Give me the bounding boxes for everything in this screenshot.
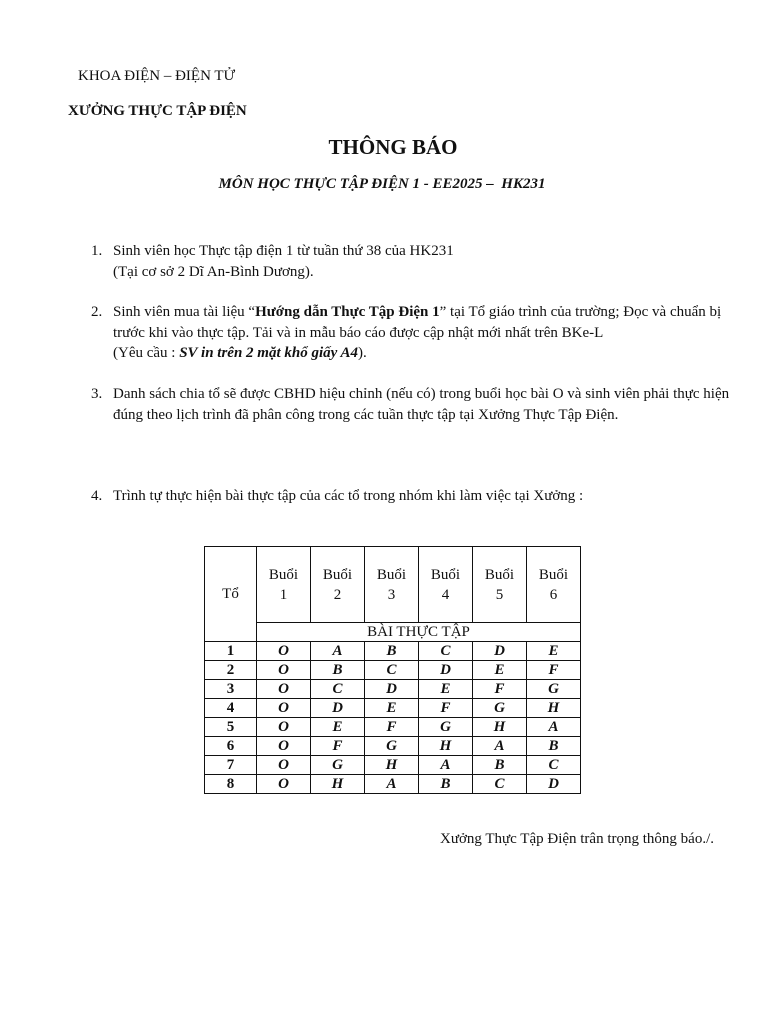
table-cell: O	[257, 718, 311, 737]
table-cell: E	[527, 642, 581, 661]
item-text-line: Sinh viên học Thực tập điện 1 từ tuần thứ 38 của HK231	[113, 243, 454, 259]
table-cell: G	[473, 699, 527, 718]
table-cell: C	[419, 642, 473, 661]
table-row	[205, 699, 581, 718]
requirement-text: SV in trên 2 mặt khổ giấy A4	[179, 345, 359, 361]
notice-item-1	[91, 241, 731, 282]
page-title: THÔNG BÁO	[328, 135, 458, 159]
session-header: Buổi 3	[365, 547, 419, 623]
table-cell: C	[365, 661, 419, 680]
table-cell: G	[527, 680, 581, 699]
item-text: Trình tự thực hiện bài thực tập của các tổ trong nhóm khi làm việc tại Xưởng :	[113, 488, 584, 504]
group-number: 7	[205, 756, 257, 775]
table-row	[205, 718, 581, 737]
session-header: Buổi 2	[311, 547, 365, 623]
group-number: 2	[205, 661, 257, 680]
table-cell: F	[473, 680, 527, 699]
table-cell: A	[527, 718, 581, 737]
table-cell: B	[527, 737, 581, 756]
table-cell: G	[419, 718, 473, 737]
item-number: 3.	[91, 386, 103, 402]
requirement-label: (Yêu cầu :	[113, 345, 180, 361]
notice-item-3	[91, 384, 731, 425]
table-cell: C	[473, 775, 527, 794]
group-number: 3	[205, 680, 257, 699]
table-row	[205, 775, 581, 794]
item-text	[113, 302, 731, 364]
session-header: Buổi 5	[473, 547, 527, 623]
group-number: 6	[205, 737, 257, 756]
table-cell: H	[473, 718, 527, 737]
item-number: 1.	[91, 243, 103, 259]
table-cell: A	[365, 775, 419, 794]
department-name: KHOA ĐIỆN – ĐIỆN TỬ	[78, 68, 236, 84]
table-cell: F	[419, 699, 473, 718]
session-header: Buổi 4	[419, 547, 473, 623]
table-cell: O	[257, 737, 311, 756]
table-cell: H	[527, 699, 581, 718]
table-cell: E	[365, 699, 419, 718]
table-cell: B	[473, 756, 527, 775]
table-row	[205, 642, 581, 661]
table-cell: O	[257, 756, 311, 775]
table-cell: D	[365, 680, 419, 699]
item-text-part: ” tại Tổ giáo trình của trường; Đọc và chuẩn bị trước khi vào thực tập. Tải và in mẫu báo cáo được cập nhật mới nhất trên BKe-L	[113, 304, 722, 341]
item-text-part: Sinh viên mua tài liệu “	[113, 304, 256, 320]
group-header: Tổ	[205, 547, 257, 642]
practice-header: BÀI THỰC TẬP	[257, 623, 581, 642]
notice-item-2	[91, 302, 731, 364]
session-header: Buổi 6	[527, 547, 581, 623]
table-row	[205, 737, 581, 756]
table-cell: A	[419, 756, 473, 775]
table-cell: H	[311, 775, 365, 794]
group-number: 1	[205, 642, 257, 661]
table-row	[205, 661, 581, 680]
table-cell: O	[257, 642, 311, 661]
table-cell: D	[527, 775, 581, 794]
item-text-line: (Tại cơ sở 2 Dĩ An-Bình Dương).	[113, 263, 314, 280]
group-number: 4	[205, 699, 257, 718]
table-cell: B	[311, 661, 365, 680]
group-number: 5	[205, 718, 257, 737]
table-cell: H	[419, 737, 473, 756]
table-cell: F	[311, 737, 365, 756]
table-cell: G	[311, 756, 365, 775]
table-cell: D	[419, 661, 473, 680]
item-text: Danh sách chia tổ sẽ được CBHD hiệu chỉnh (nếu có) trong buổi học bài O và sinh viên phải thực hiện đúng theo lịch trình đã phân công trong các tuần thực tập tại Xưởng Thực Tập Điện.	[113, 386, 730, 423]
table-cell: E	[419, 680, 473, 699]
item-text-part: ).	[358, 345, 367, 361]
table-cell: O	[257, 680, 311, 699]
table-cell: B	[365, 642, 419, 661]
table-cell: C	[311, 680, 365, 699]
table-cell: E	[311, 718, 365, 737]
group-number: 8	[205, 775, 257, 794]
table-cell: D	[311, 699, 365, 718]
table-cell: F	[527, 661, 581, 680]
workshop-name: XƯỞNG THỰC TẬP ĐIỆN	[68, 103, 247, 119]
notice-item-4	[91, 486, 731, 507]
course-subtitle: MÔN HỌC THỰC TẬP ĐIỆN 1 - EE2025 – HK231	[218, 176, 546, 192]
table-cell: G	[365, 737, 419, 756]
table-cell: A	[311, 642, 365, 661]
table-row	[205, 756, 581, 775]
table-cell: C	[527, 756, 581, 775]
table-cell: O	[257, 775, 311, 794]
closing-note: Xưởng Thực Tập Điện trân trọng thông báo./.	[439, 831, 714, 847]
table-cell: F	[365, 718, 419, 737]
table-cell: H	[365, 756, 419, 775]
table-cell: D	[473, 642, 527, 661]
table-cell: O	[257, 699, 311, 718]
item-number: 4.	[91, 488, 103, 504]
table-cell: B	[419, 775, 473, 794]
table-row	[205, 680, 581, 699]
document-name: Hướng dẫn Thực Tập Điện 1	[255, 304, 440, 320]
table-cell: A	[473, 737, 527, 756]
table-cell: O	[257, 661, 311, 680]
schedule-table	[204, 546, 581, 794]
table-cell: E	[473, 661, 527, 680]
session-header: Buổi 1	[257, 547, 311, 623]
item-number: 2.	[91, 304, 103, 320]
